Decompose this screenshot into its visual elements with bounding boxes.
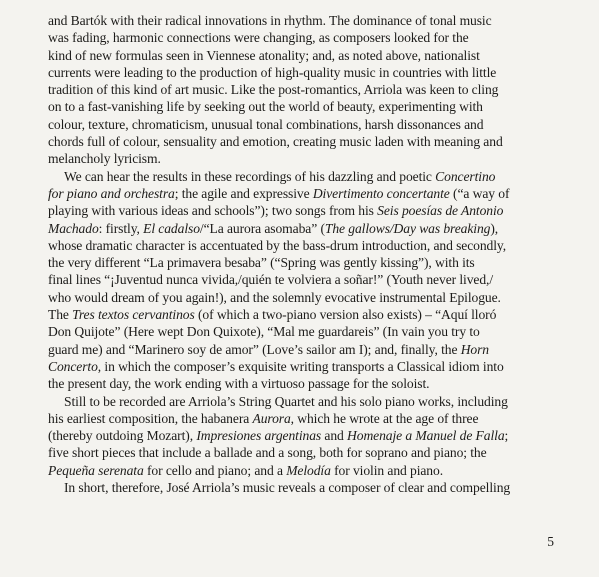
italic-title: Machado — [48, 220, 99, 236]
text-run: /“La aurora asomaba” ( — [199, 220, 325, 236]
text-run: ), — [490, 220, 499, 236]
text-run: (thereby outdoing Mozart), — [48, 428, 197, 444]
text-line — [48, 462, 564, 479]
text-run: chords full of colour, sensuality and emotion, creating music laden with meaning and — [48, 134, 503, 150]
text-run: and — [321, 428, 348, 444]
text-line — [48, 133, 564, 150]
text-line — [48, 427, 564, 444]
italic-title: El cadalso — [143, 220, 200, 236]
page-number: 5 — [547, 534, 554, 549]
text-line — [48, 289, 564, 306]
text-line — [48, 98, 564, 115]
paragraph — [48, 393, 564, 479]
text-line — [48, 254, 564, 271]
text-run: for violin and piano. — [330, 462, 444, 478]
text-run: guard me) and “Marinero soy de amor” (Love’s sailor am I); and, finally, the — [48, 341, 461, 357]
paragraph — [48, 168, 564, 393]
italic-title: Seis poesías de Antonio — [377, 203, 504, 219]
text-run: currents were leading to the production of high-quality music in countries with little — [48, 64, 497, 80]
text-line — [48, 479, 564, 496]
text-line — [48, 29, 564, 46]
text-run: , which he wrote at the age of three — [290, 410, 479, 426]
text-run: on to a fast-vanishing life by seeking out the world of beauty, experimenting with — [48, 99, 483, 115]
italic-title: Divertimento concertante — [312, 185, 450, 201]
italic-title: Melodía — [286, 462, 331, 478]
text-run: final lines “¡Juventud nunca vivida,/quién te volviera a soñar!” (Youth never lived,/ — [48, 272, 494, 288]
italic-title: Aurora — [252, 410, 291, 426]
text-run: We can hear the results in these recordings of his dazzling and poetic — [64, 168, 436, 184]
text-line — [48, 271, 564, 288]
body-text — [48, 12, 564, 496]
text-run: was fading, harmonic connections were changing, as composers looked for the — [48, 30, 469, 46]
text-run: The — [48, 307, 73, 323]
italic-title: Concerto — [48, 358, 98, 374]
text-run: playing with various ideas and schools”); two songs from his — [48, 203, 378, 219]
text-line — [48, 341, 564, 358]
italic-title: Impresiones argentinas — [196, 428, 322, 444]
text-run: colour, texture, chromaticism, unusual tonal combinations, harsh dissonances and — [48, 116, 484, 132]
text-run: : firstly, — [98, 220, 144, 236]
text-line — [48, 47, 564, 64]
paragraph — [48, 12, 564, 168]
text-line — [48, 202, 564, 219]
text-line — [48, 323, 564, 340]
text-run: (of which a two-piano version also exists) – “Aquí lloró — [194, 307, 497, 323]
paragraph — [48, 479, 564, 496]
text-run: melancholy lyricism. — [48, 151, 161, 167]
text-run: kind of new formulas seen in Viennese atonality; and, as noted above, nationalist — [48, 47, 480, 63]
text-line — [48, 12, 564, 29]
text-line — [48, 185, 564, 202]
text-run: whose dramatic character is accentuated by the bass-drum introduction, and secondly, — [48, 237, 507, 253]
italic-title: for piano and orchestra — [48, 185, 175, 201]
italic-title: Homenaje a Manuel de Falla — [347, 428, 505, 444]
text-line — [48, 150, 564, 167]
text-line — [48, 410, 564, 427]
text-line — [48, 64, 564, 81]
text-line — [48, 393, 564, 410]
text-line — [48, 168, 564, 185]
text-run: Still to be recorded are Arriola’s String Quartet and his solo piano works, including — [64, 393, 508, 409]
text-line — [48, 220, 564, 237]
text-line — [48, 358, 564, 375]
text-line — [48, 116, 564, 133]
text-run: who would dream of you again!), and the solemnly evocative instrumental Epilogue. — [48, 289, 501, 305]
text-run: his earliest composition, the habanera — [48, 410, 253, 426]
text-run: (“a way of — [449, 185, 510, 201]
text-run: five short pieces that include a ballade and a song, both for soprano and piano; the — [48, 445, 487, 461]
italic-title: Pequeña serenata — [48, 462, 144, 478]
text-run: , in which the composer’s exquisite writing transports a Classical idiom into — [97, 358, 504, 374]
text-line — [48, 306, 564, 323]
text-run: and Bartók with their radical innovations in rhythm. The dominance of tonal music — [48, 13, 492, 28]
text-run: Don Quijote” (Here wept Don Quixote), “Mal me guardareis” (In vain you try to — [48, 324, 480, 340]
text-run: ; — [504, 428, 509, 444]
italic-title: The gallows/Day was breaking — [324, 220, 491, 236]
text-run: the present day, the work ending with a virtuoso passage for the soloist. — [48, 376, 430, 392]
text-line — [48, 237, 564, 254]
italic-title: Concertino — [435, 168, 496, 184]
italic-title: Tres textos cervantinos — [72, 307, 195, 323]
italic-title: Horn — [460, 341, 489, 357]
text-run: the very different “La primavera besaba” (“Spring was gently kissing”), with its — [48, 255, 475, 271]
text-run: for cello and piano; and a — [143, 462, 287, 478]
text-run: ; the agile and expressive — [174, 185, 313, 201]
text-line — [48, 444, 564, 461]
text-run: tradition of this kind of art music. Like the post-romantics, Arriola was keen to cling — [48, 82, 499, 98]
text-line — [48, 81, 564, 98]
text-run: In short, therefore, José Arriola’s music reveals a composer of clear and compelling — [64, 480, 511, 496]
text-line — [48, 375, 564, 392]
